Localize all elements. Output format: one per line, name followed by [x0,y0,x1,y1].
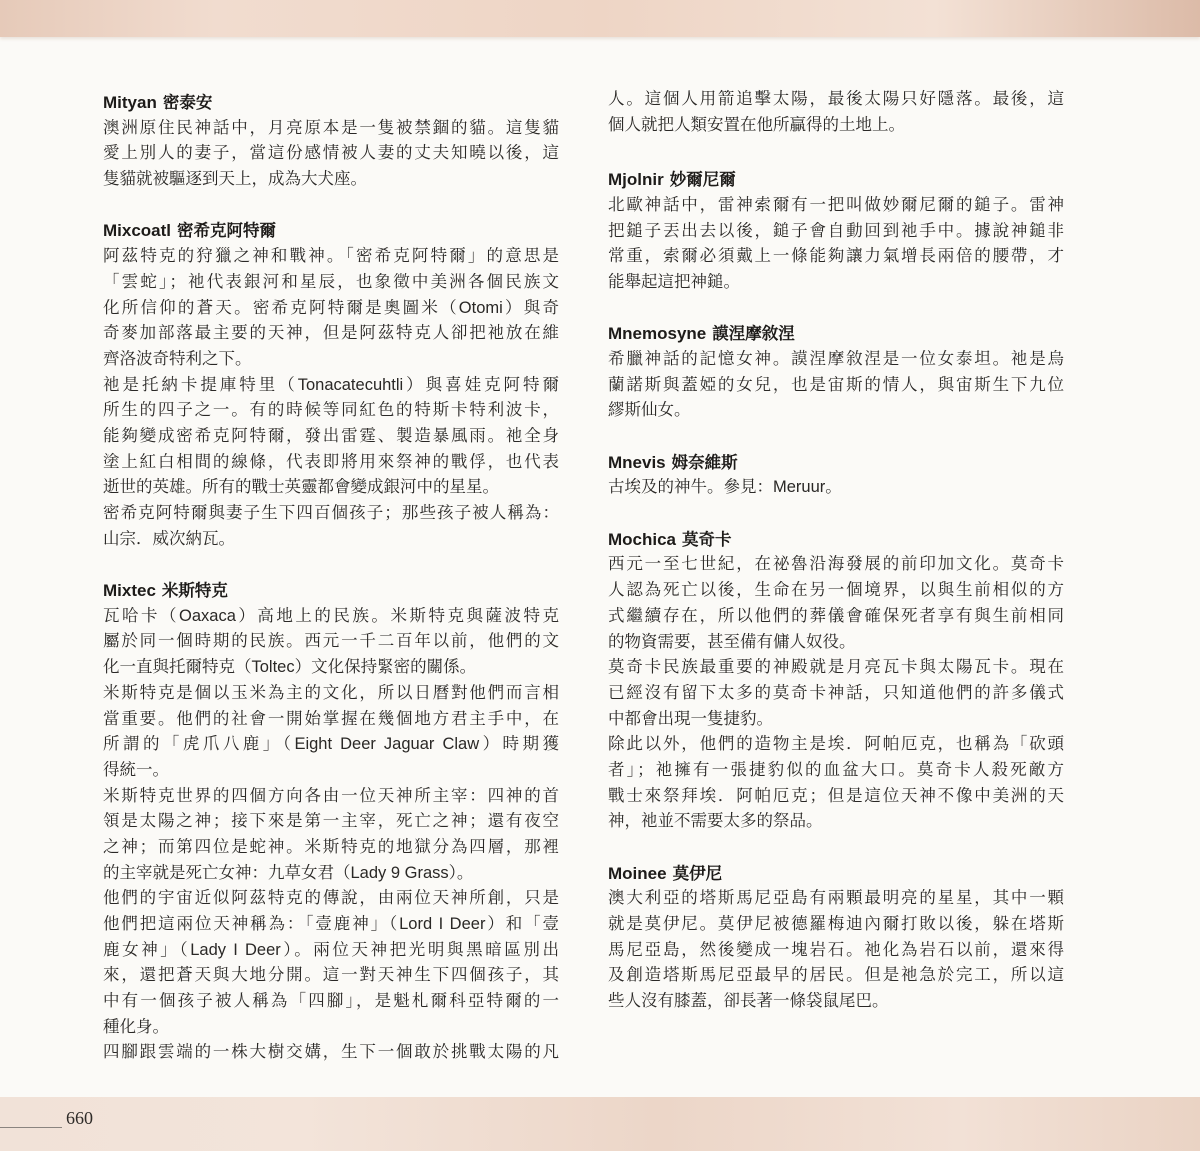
entry-term: Mochica [608,529,677,549]
paragraph [103,604,559,681]
paragraph [103,116,559,193]
text-line: 他們把這兩位天神稱為：「壹鹿神」（Lord I Deer）和「壹 [103,915,559,933]
text-line: 瓦哈卡（Oaxaca）高地上的民族。米斯特克與薩波特克 [103,606,559,625]
right-column [608,87,1064,1015]
paragraph [103,244,559,372]
text-line: 者」；祂擁有一張捷豹似的血盆大口。莫奇卡人殺死敵方 [608,760,1064,779]
text-line: 蘭諾斯與蓋婭的女兒，也是宙斯的情人，與宙斯生下九位 [608,375,1064,394]
entry-heading [608,450,1064,476]
paragraph [103,501,559,552]
text-line: 祂是托納卡提庫特里（Tonacatecuhtli）與喜娃克阿特爾 [103,375,559,394]
entry-heading [103,578,559,604]
text-line: 領是太陽之神；接下來是第一主宰，死亡之神；還有夜空 [103,812,559,831]
text-line: 逝世的英雄。所有的戰士英靈都會變成銀河中的星星。 [103,478,499,497]
text-line: 常重，索爾必須戴上一條能夠讓力氣增長兩倍的腰帶，才 [608,247,1064,266]
entry-term: Moinee [608,863,667,883]
paragraph [103,784,559,887]
entry-term-zh: 密希克阿特爾 [177,222,277,241]
entry-moinee [608,861,1064,1015]
entry-heading [103,90,559,116]
text-line: 的主宰就是死亡女神：九草女君（Lady 9 Grass）。 [103,863,474,882]
text-line: 西元一至七世紀，在祕魯沿海發展的前印加文化。莫奇卡 [608,555,1064,574]
entry-mnevis [608,450,1064,501]
text-line: 之神；而第四位是蛇神。米斯特克的地獄分為四層，那裡 [103,837,559,856]
text-line: 人認為死亡以後，生命在另一個境界，以與生前相似的方 [608,581,1064,600]
text-line: 齊洛波奇特利之下。 [103,349,252,368]
paragraph [608,347,1064,424]
text-line: 戰士來祭拜埃．阿帕厄克；但是這位天神不像中美洲的天 [608,786,1064,805]
entry-mixtec [103,578,559,1066]
text-line: 當重要。他們的社會一開始掌握在幾個地方君主手中，在 [103,709,559,728]
paragraph [608,475,1064,501]
folio-rule [0,1127,62,1128]
entry-term: Mjolnir [608,170,664,190]
text-line: 馬尼亞島，然後變成一塊岩石。祂化為岩石以前，還來得 [608,940,1064,959]
page-bottom-edge [0,1097,1200,1151]
text-line: 中有一個孩子被人稱為「四腳」，是魁札爾科亞特爾的一 [103,992,559,1011]
paragraph [608,655,1064,732]
text-line: 隻貓就被驅逐到天上，成為大犬座。 [103,170,367,189]
paragraph [103,886,559,1040]
text-line: 古埃及的神牛。參見：Meruur。 [608,478,842,497]
text-line: 他們的宇宙近似阿茲特克的傳說，由兩位天神所創，只是 [103,889,559,908]
text-line: 得統一。 [103,760,169,779]
text-line: 些人沒有膝蓋，卻長著一條袋鼠尾巴。 [608,992,889,1011]
text-line: 式繼續存在，所以他們的葬儀會確保死者享有與生前相同 [608,606,1064,625]
text-line: 個人就把人類安置在他所贏得的土地上。 [608,115,905,134]
page-top-edge [0,0,1200,37]
entry-heading [608,861,1064,887]
text-line: 澳洲原住民神話中，月亮原本是一隻被禁錮的貓。這隻貓 [103,118,559,137]
text-line: 能夠變成密希克阿特爾，發出雷霆、製造暴風雨。祂全身 [103,426,559,445]
text-line: 中都會出現一隻捷豹。 [608,709,773,728]
text-line: 塗上紅白相間的線條，代表即將用來祭神的戰俘，也代表 [103,452,559,471]
entry-heading [608,527,1064,553]
entry-mityan [103,90,559,193]
entry-mixcoatl [103,218,559,552]
left-column [103,90,559,1066]
text-line: 神，祂並不需要太多的祭品。 [608,812,823,831]
paragraph [103,1040,559,1066]
entry-term-zh: 密泰安 [162,94,213,112]
entry-mjolnir [608,167,1064,295]
text-line: 屬於同一個時期的民族。西元一千二百年以前，他們的文 [103,632,559,651]
paragraph [103,681,559,784]
text-line: 山宗．威次納瓦。 [103,529,235,548]
entry-term-zh: 米斯特克 [161,582,228,601]
text-line: 人。這個人用箭追擊太陽，最後太陽只好隱落。最後，這 [608,90,1064,108]
entry-term-zh: 妙爾尼爾 [669,171,736,190]
text-line: 的物資需要，甚至備有傭人奴役。 [608,632,856,651]
text-line: 阿茲特克的狩獵之神和戰神。「密希克阿特爾」的意思是 [103,247,559,266]
text-line: 來，還把蒼天與大地分開。這一對天神生下四個孩子，其 [103,966,559,985]
entry-term-zh: 謨涅摩敘涅 [712,325,795,344]
entry-term: Mityan [103,93,157,112]
text-line: 希臘神話的記憶女神。謨涅摩敘涅是一位女泰坦。祂是烏 [608,349,1064,368]
text-line: 鹿女神」（Lady I Deer）。兩位天神把光明與黑暗區別出 [103,940,559,959]
text-line: 莫奇卡民族最重要的神殿就是月亮瓦卡與太陽瓦卡。現在 [608,658,1064,677]
text-line: 能舉起這把神鎚。 [608,272,740,291]
paragraph [608,732,1064,835]
text-line: 所謂的「虎爪八鹿」（Eight Deer Jaguar Claw）時期獲 [103,735,559,754]
entry-heading [103,218,559,244]
paragraph [608,552,1064,655]
entry-term: Mnemosyne [608,324,707,344]
entry-term: Mnevis [608,452,666,472]
text-line: 已經沒有留下太多的莫奇卡神話，只知道他們的許多儀式 [608,683,1064,702]
text-line: 及創造塔斯馬尼亞最早的居民。但是祂急於完工，所以這 [608,966,1064,985]
text-line: 愛上別人的妻子，當這份感情被人妻的丈夫知曉以後，這 [103,144,559,163]
entry-mochica [608,527,1064,835]
text-line: 北歐神話中，雷神索爾有一把叫做妙爾尼爾的鎚子。雷神 [608,195,1064,214]
entry-term: Mixcoatl [103,221,172,241]
text-line: 四腳跟雲端的一株大樹交媾，生下一個敢於挑戰太陽的凡 [103,1043,559,1062]
text-line: 把鎚子丟出去以後，鎚子會自動回到祂手中。據說神鎚非 [608,221,1064,240]
entry-term-zh: 莫伊尼 [672,864,723,883]
entry-heading [608,167,1064,193]
text-line: 奇麥加部落最主要的天神，但是阿茲特克人卻把祂放在維 [103,324,559,343]
text-line: 就是莫伊尼。莫伊尼被德羅梅迪內爾打敗以後，躲在塔斯 [608,915,1064,934]
text-line: 米斯特克是個以玉米為主的文化，所以日曆對他們而言相 [103,683,559,702]
text-line: 繆斯仙女。 [608,401,691,420]
entry-term-zh: 莫奇卡 [682,530,732,549]
text-line: 所生的四子之一。有的時候等同紅色的特斯卡特利波卡， [103,401,559,420]
entry-term-zh: 姆奈維斯 [671,453,738,472]
entry-mnemosyne [608,321,1064,424]
entry-heading [608,321,1064,347]
text-line: 密希克阿特爾與妻子生下四百個孩子；那些孩子被人稱為： [103,504,559,522]
text-line: 「雲蛇」；祂代表銀河和星辰，也象徵中美洲各個民族文 [103,272,559,291]
paragraph [608,193,1064,296]
text-line: 化所信仰的蒼天。密希克阿特爾是奧圖米（Otomi）與奇 [103,298,559,317]
paragraph [608,886,1064,1014]
continued-paragraph [608,87,1064,138]
text-line: 澳大利亞的塔斯馬尼亞島有兩顆最明亮的星星，其中一顆 [608,889,1064,908]
text-line: 除此以外，他們的造物主是埃．阿帕厄克，也稱為「砍頭 [608,735,1064,754]
page-number: 660 [66,1108,93,1128]
text-line: 米斯特克世界的四個方向各由一位天神所主宰：四神的首 [103,786,559,805]
text-line: 種化身。 [103,1017,169,1036]
paragraph [103,373,559,501]
entry-term: Mixtec [103,581,156,601]
text-line: 化一直與托爾特克（Toltec）文化保持緊密的關係。 [103,658,477,677]
